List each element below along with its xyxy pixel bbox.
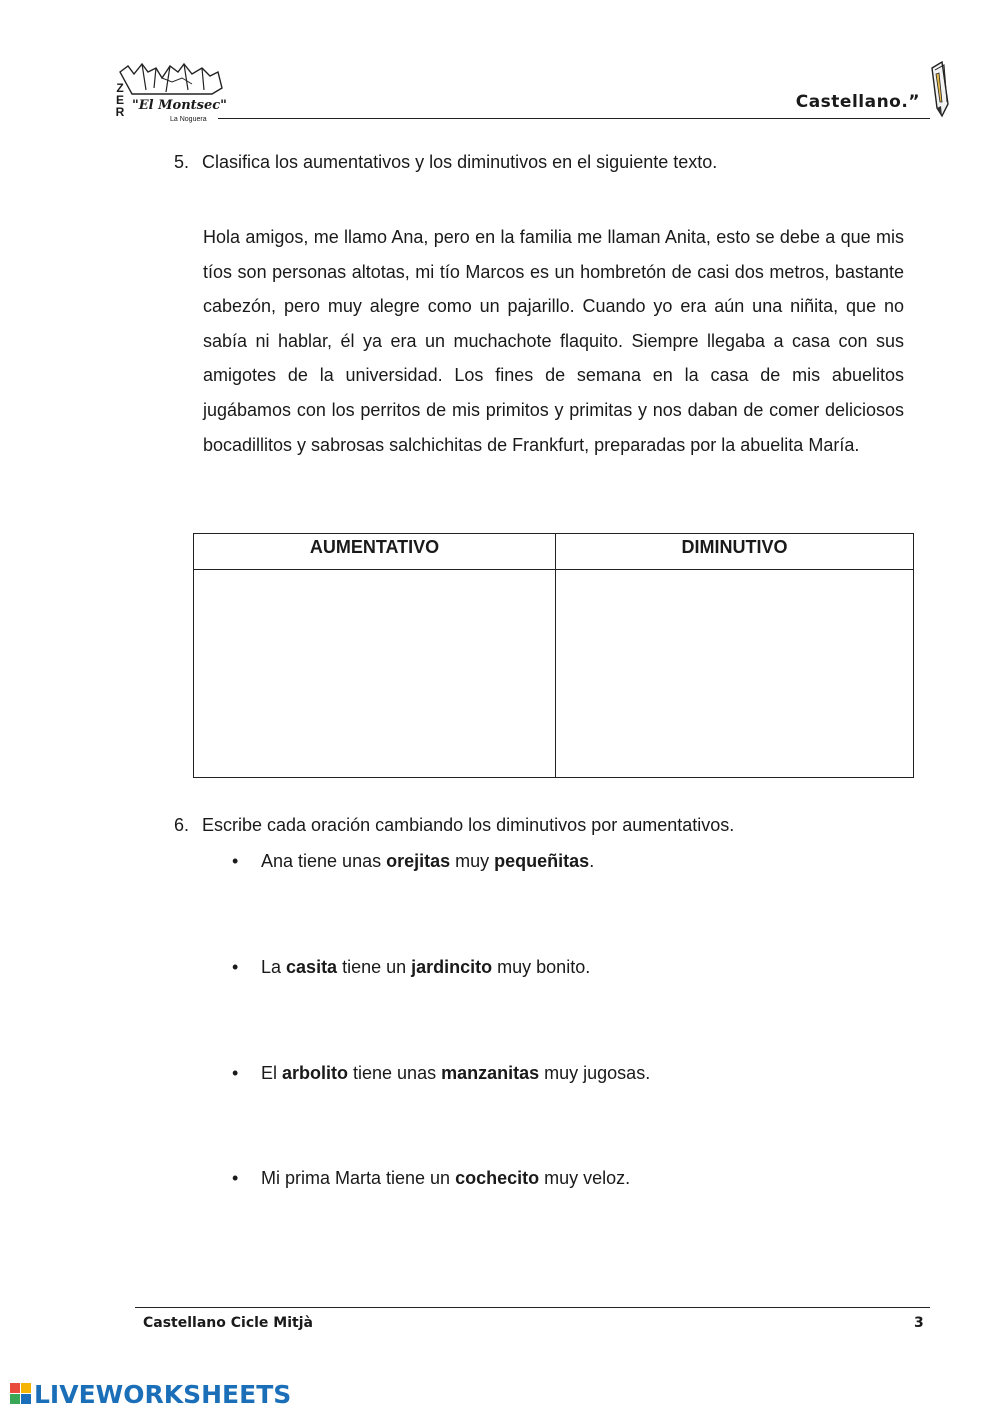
list-item: • El arbolito tiene unas manzanitas muy jugosas. bbox=[232, 1063, 651, 1083]
instruction-text: Clasifica los aumentativos y los diminutivos en el siguiente texto. bbox=[202, 152, 718, 172]
diminutivo-header: DIMINUTIVO bbox=[556, 534, 913, 570]
logo-title: "El Montsec" bbox=[132, 98, 227, 113]
bullet-icon: • bbox=[232, 957, 239, 977]
watermark-text: LIVEWORKSHEETS bbox=[34, 1380, 292, 1409]
exercise-number: 5. bbox=[174, 152, 190, 172]
logo-subtitle: La Noguera bbox=[170, 116, 207, 123]
instruction-text: Escribe cada oración cambiando los diminutivos por aumentativos. bbox=[202, 815, 735, 835]
pencil-icon bbox=[926, 58, 952, 120]
footer-course: Castellano Cicle Mitjà bbox=[143, 1315, 313, 1331]
aumentativo-column bbox=[194, 534, 556, 777]
page-number: 3 bbox=[914, 1315, 924, 1331]
aumentativo-header: AUMENTATIVO bbox=[194, 534, 555, 570]
bullet-icon: • bbox=[232, 851, 239, 871]
exercise-5-instruction bbox=[174, 152, 717, 173]
page-header-title: Castellano.” bbox=[795, 92, 920, 112]
logo-zer: Z E R bbox=[115, 81, 125, 119]
exercise-6-instruction bbox=[174, 815, 734, 836]
diminutivo-column bbox=[556, 534, 913, 777]
bullet-icon: • bbox=[232, 1168, 239, 1188]
list-item: • La casita tiene un jardincito muy bonito. bbox=[232, 957, 591, 977]
bullet-icon: • bbox=[232, 1063, 239, 1083]
reading-paragraph: Hola amigos, me llamo Ana, pero en la familia me llaman Anita, esto se debe a que mis tíos son personas altotas, mi tío Marcos es un hombretón de casi dos metros, bastante cabezón, pero muy alegre como un pajarillo. Cuando yo era aún una niñita, que no sabía ni hablar, él ya era un muchachote flaquito. Siempre llegaba a casa con sus amigotes de la universidad. Los fines de semana en la casa de mis abuelitos jugábamos con los perritos de mis primitos y primitas y nos daban de comer deliciosos bocadillitos y sabrosas salchichitas de Frankfurt, preparadas por la abuelita María. bbox=[203, 227, 904, 455]
exercise-number: 6. bbox=[174, 815, 190, 835]
school-logo bbox=[112, 60, 227, 130]
footer-divider bbox=[135, 1307, 930, 1308]
header-divider bbox=[218, 118, 930, 119]
list-item: • Mi prima Marta tiene un cochecito muy veloz. bbox=[232, 1168, 631, 1188]
mountain-icon bbox=[112, 60, 227, 102]
blocks-icon bbox=[10, 1383, 32, 1405]
classification-table bbox=[193, 533, 914, 778]
list-item: • Ana tiene unas orejitas muy pequeñitas. bbox=[232, 851, 595, 871]
